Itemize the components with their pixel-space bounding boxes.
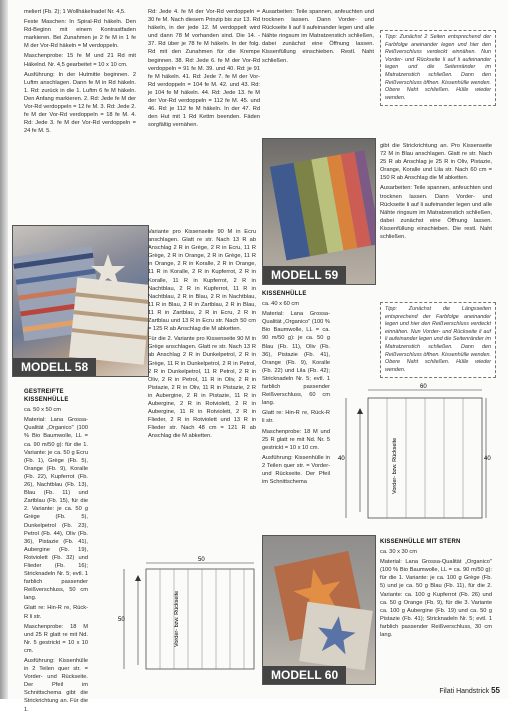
page-binding-shadow	[0, 0, 8, 699]
col2-mid-text	[148, 228, 256, 442]
schematic-inner-label: Vorder- bzw. Rückseite	[174, 590, 180, 647]
text-p: Glatt re: Hin-R re, Rück-R li str.	[24, 605, 88, 620]
text-p: Glatt re: Hin-R re, Rück-R li str.	[262, 410, 330, 425]
dimension-height: 40	[338, 456, 345, 462]
col1-top-text	[24, 8, 136, 137]
col4-bottom-text	[380, 538, 492, 641]
text-p: Ausführung: Kissenhülle in 2 Teilen quer str. = Vorder- und Rückseite. Der Pfeil im Schnittschema	[262, 454, 330, 486]
cutting-schematic-60x40	[334, 382, 494, 532]
text-p: Ausarbeiten: Teile spannen, anfeuchten und trocknen lassen. Dann Vorder- und Rückseite li auf li aufeinander legen und alle Nähte ringsum im Matratzenstich schließen, dabei zunächst eine Öffnung lassen. Kissenfüllung einschieben. Restl. Naht schließen.	[262, 9, 374, 64]
tip-text: Tipp: Zunächst die Längsseiten entsprechend der Farbfolge aneinander legen und hier den Reißverschluss verdeckt einnähen. Nun Vorder- und Rückseite li auf li aufeinander legen und die Seitenränder im Matratzenstich schließen. Dann den Reißverschluss öffnen. Kissenhülle wenden. Obere Naht schließen. Hülle wieder wenden.	[385, 306, 491, 373]
text-p: Material: Lana Grossa-Qualität „Organico" (100 % Bio Baumwolle, LL = ca. 90 m/50 g): je ca. 50 g Blau (Fb. 11), Oliv (Fb. 36), Pistazie (Fb. 41), Orange (Fb. 9), Koralle (Fb. 22) und Lila (Fb. 42); Stricknadeln Nr. 5; evtl. 1 farblich passender Reißverschluss, 60 cm lang.	[262, 311, 330, 407]
text-p: Variante pro Kissenseite 90 M in Ecru anschlagen. Glatt re str. Nach 13 R ab Anschlag 2 R in Grège, 2 R in Ecru, 11 R Grège, 2 R in Orange, 2 R in Grège, 11 R in Orange, 2 R in Koralle, 2 R in Orange, 11 R in Koralle, 2 R in Kupferrot, 2 R in Koralle, 11 R in Kupferrot, 2 R in Nachtblau, 2 R in Kupferrot, 11 R in Nachtblau, 2 R in Blau, 2 R in Nachtblau, 11 R in Blau, 2 R in Zartblau, 2 R in Blau, 11 R in Zartblau, 2 R in Ecru, 2 R in Zartblau und 13 R in Ecru str. Nach 50 cm = 125 R ab Anschlag die M abketten.	[148, 229, 256, 333]
text-p: Ausführung: In der Hutmitte beginnen. 2 Luftm anschlagen. Dann fe M in Rd häkeln. 1. Rd: zurück in die 1. Luftm 6 fe M häkeln. Den Anfang markieren. 2. Rd: Jede fe M der Vor-Rd verdoppeln = 12 fe M. 3. Rd: Jede 2. fe M der Vor-Rd verdoppeln = 18 fe M. 4. Rd: Jede 3. fe M der Vor-Rd verdoppeln = 24 fe M. 5.	[24, 71, 136, 135]
page-number: 55	[491, 686, 500, 695]
col1-mid-text	[24, 388, 88, 716]
dimension-width: 50	[198, 557, 205, 563]
tip-box-2	[380, 302, 496, 378]
text-p: Maschenprobe: 18 M und 25 R glatt re mit Nd. Nr. 5 gestrickt = 10 x 10 cm.	[262, 428, 330, 451]
cutting-schematic-50x50	[116, 555, 261, 675]
tip-box-1	[380, 30, 496, 106]
photo-model-60	[262, 535, 376, 685]
pillow-stripes-illustration	[13, 226, 148, 376]
model-label: MODELL 58	[13, 358, 96, 376]
model-label: MODELL 60	[263, 666, 346, 684]
text-p: Feste Maschen: In Spiral-Rd häkeln. Den Rd-Beginn mit einem Kontrastfaden markieren. Bei Zunahmen je 2 fe M in 1 fe M der Vor-Rd häkeln = M verdoppeln.	[24, 19, 136, 50]
page-footer	[439, 686, 500, 695]
text-p: Für die 2. Variante pro Kissenseite 90 M in Grège anschlagen. Glatt re str. Nach 13 R ab Anschlag 2 R in Dunkelpetrol, 2 R in Grège, 11 R in Dunkelpetrol, 2 R in Petrol, 2 R in Dunkelpetrol, 11 R Petrol, 2 R in Oliv, 2 R in Petrol, 11 R in Oliv, 2 R in Pistazie, 2 R in Oliv, 11 R in Pistazie, 2 R in Aubergine, 2 R in Pistazie, 11 R in Aubergine, 2 R in Rotviolett, 2 R in Aubergine, 11 R in Rotviolett, 2 R in Flieder, 2 R in Rotviolett und 13 R in Flieder str. Nach 48 cm = 121 R ab Anschlag die M abketten.	[148, 336, 256, 440]
dimension-width: 60	[420, 384, 427, 390]
pillow-colorblock-illustration	[263, 139, 375, 284]
text-p: ca. 50 x 50 cm	[24, 407, 61, 414]
text-p: ca. 40 x 60 cm	[262, 301, 299, 308]
photo-model-59	[262, 138, 376, 285]
schematic-inner-label: Vorder- bzw. Rückseite	[392, 437, 398, 494]
tip-text: Tipp: Zunächst 2 Seiten entsprechend der Farbfolge aneinander legen und hier den Reißverschluss verdeckt einnähen. Nun Vorder- und Rückseite li auf li aufeinander legen und die Seitenränder im Matratzenstich schließen. Dann den Reißverschluss öffnen. Kissenhülle wenden. Obere Naht schließen. Hülle wieder wenden.	[385, 34, 491, 101]
magazine-name: Filati Handstrick	[439, 688, 490, 695]
text-p: Maschenprobe: 18 M und 25 R glatt re mit Nd. Nr. 5 gestrickt = 10 x 10 cm.	[24, 623, 88, 654]
col3-mid-text	[262, 290, 330, 488]
text-p: meliert (Fb. 2); 1 Wollhäkelnadel Nr. 4,5.	[24, 9, 126, 15]
dimension-height: 50	[118, 617, 125, 623]
section-heading: KISSENHÜLLE MIT STERN	[380, 539, 461, 545]
text-p: ca. 30 x 30 cm	[380, 549, 417, 556]
photo-model-58	[12, 225, 149, 377]
text-p: Maschenprobe: 15 fe M und 21 Rd mit Häkelnd. Nr. 4,5 gearbeitet = 10 x 10 cm.	[24, 53, 136, 68]
section-heading: GESTREIFTE KISSENHÜLLE	[24, 389, 69, 404]
col3-top-text	[262, 8, 374, 67]
section-heading: KISSENHÜLLE	[262, 291, 307, 297]
text-p: Ausführung: Kissenhülle in 2 Teilen quer str. = Vorder- und Rückseite. Der Pfeil im Schnittschema gibt die Strickrichtung an. Für die 1.	[24, 658, 88, 713]
model-label: MODELL 59	[263, 266, 346, 284]
text-p: Ausarbeiten: Teile spannen, anfeuchten und trocknen lassen. Dann Vorder- und Rückseite li auf li aufeinander legen und alle Nähte ringsum im Matratzenstich schließen, dabei zunächst eine Öffnung lassen. Kissenfüllung einschieben. Die restl. Naht schließen.	[380, 185, 492, 241]
text-p: gibt die Strickrichtung an. Pro Kissenseite 72 M in Blau anschlagen. Glatt re str. Nach 25 R ab Anschlag je 25 R in Oliv, Pistazie, Orange, Koralle und Lila str. Nach 60 cm = 150 R ab Anschlag die M abketten.	[380, 143, 492, 182]
col2-top-text	[148, 8, 260, 131]
col4-mid-text	[380, 142, 492, 243]
text-p: Material: Lana Grossa-Qualität „Organico" (100 % Bio Baumwolle, LL = ca. 90 m/50 g): für die 1. Variante: je ca. 100 g Grège (Fb. 5) und je ca. 50 g Blau (Fb. 11), für die 2. Variante: ca. 100 g Kupferrot (Fb. 26) und ca. 50 g Orange (Fb. 9), für die 3. Variante ca. 100 g Aubergine (Fb. 19) und ca. 50 g Pistazie (Fb. 41); Stricknadeln Nr. 5; evtl. 1 farblich passender Reißverschluss, 30 cm lang.	[380, 559, 492, 639]
dimension-height-right: 40	[484, 456, 491, 462]
text-p: Rd: Jede 4. fe M der Vor-Rd verdoppeln = 30 fe M. Nach diesem Prinzip bis zur 13. Rd häkeln, in der jede 12. M verdoppelt wird und dann 78 M vorhanden sind. Die 14. - 37. Rd über je 78 fe M häkeln. In der folg. Rd mit den Zunahmen für die Krempe beginnen. 38. Rd: Jede 6. fe M der Vor-Rd verdoppeln = 91 fe M. 39. und 40. Rd: je 91 fe M häkeln. 41. Rd: Jede 7. fe M der Vor-Rd verdoppeln = 104 fe M. 42. und 43. Rd: je 104 fe M häkeln. 44. Rd: Jede 13. fe M der Vor-Rd verdoppeln = 112 fe M. 45. und 46. Rd: je 112 fe M häkeln. In der 47. Rd den Hut mit 1 Rd Kettm beenden. Fäden sorgfältig vernähen.	[148, 9, 260, 129]
text-p: Material: Lana Grossa-Qualität „Organico" (100 % Bio Baumwolle, LL = ca. 90 m/50 g): für die 1. Variante: je ca. 50 g Ecru (Fb. 1), Grège (Fb. 5), Orange (Fb. 9), Koralle (Fb. 22), Kupferrot (Fb. 26), Nachtblau (Fb. 13), Blau (Fb. 11) und Zartblau (Fb. 15), für die 2. Variante: je ca. 50 g Grège (Fb. 5), Dunkelpetrol (Fb. 23), Petrol (Fb. 44), Oliv (Fb. 36), Pistazie (Fb. 41), Aubergine (Fb. 19), Rotviolett (Fb. 32) und Flieder (Fb. 16); Stricknadeln Nr. 5; evtl. 1 farblich passender Reißverschluss, 50 cm lang.	[24, 417, 88, 602]
pillow-star-illustration	[263, 536, 375, 684]
